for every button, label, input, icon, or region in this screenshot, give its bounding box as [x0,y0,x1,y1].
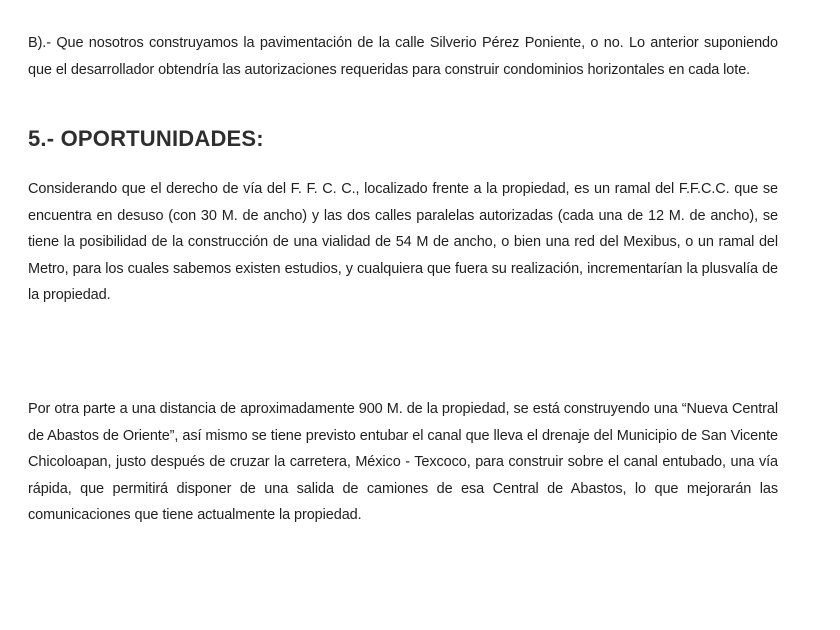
paragraph-oportunidades-2: Por otra parte a una distancia de aproximadamente 900 M. de la propiedad, se está construyendo una “Nueva Central de Abastos de Oriente”, así mismo se tiene previsto entubar el canal que lleva el drenaje del Municipio de San Vicente Chicoloapan, justo después de cruzar la carretera, México - Texcoco, para construir sobre el canal entubado, una vía rápida, que permitirá disponer de una salida de camiones de esa Central de Abastos, lo que mejorarán las comunicaciones que tiene actualmente la propiedad. [28,401,778,523]
section-heading: 5.- OPORTUNIDADES: [28,126,264,151]
paragraph-oportunidades-1: Considerando que el derecho de vía del F. F. C. C., localizado frente a la propiedad, es un ramal del F.F.C.C. que se encuentra en desuso (con 30 M. de ancho) y las dos calles paralelas autorizadas (cada una de 12 M. de ancho), se tiene la posibilidad de la construcción de una vialidad de 54 M de ancho, o bien una red del Mexibus, o un ramal del Metro, para los cuales sabemos existen estudios, y cualquiera que fuera su realización, incrementarían la plusvalía de la propiedad. [28,181,778,303]
paragraph-b: B).- Que nosotros construyamos la pavimentación de la calle Silverio Pérez Poniente, o no. Lo anterior suponiendo que el desarrollador obtendría las autorizaciones requeridas para construir condominios horizontales en cada lote. [28,35,778,78]
